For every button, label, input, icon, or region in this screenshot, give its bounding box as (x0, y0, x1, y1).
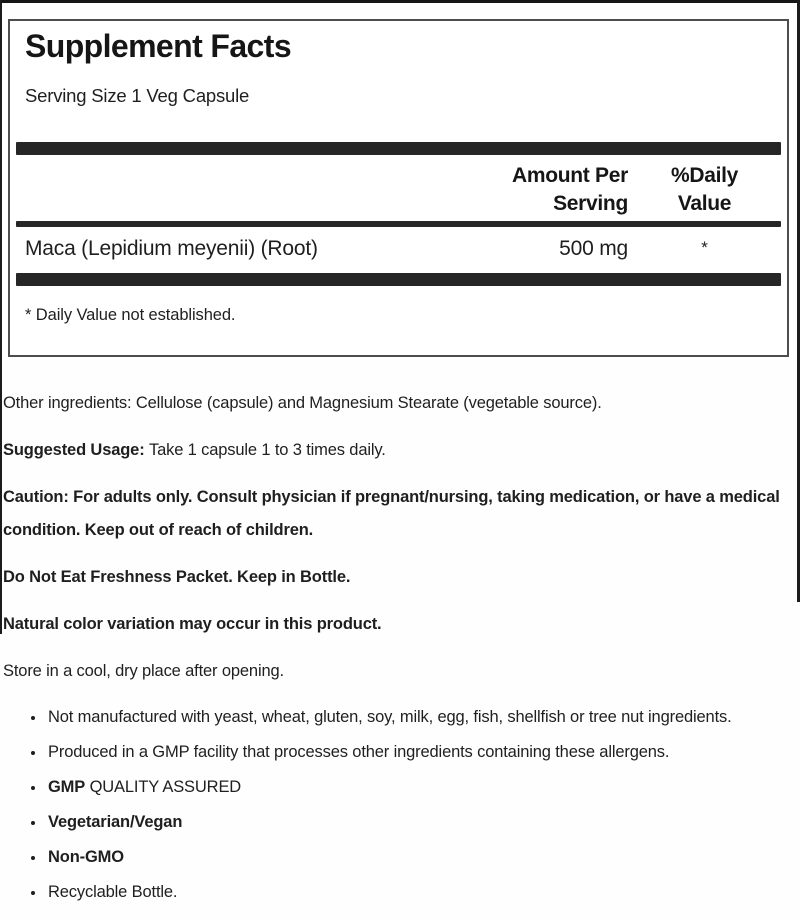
daily-value-header-text: %Daily Value (670, 164, 739, 215)
paragraph-freshness-packet (3, 561, 793, 594)
ingredient-daily-value: * (701, 238, 708, 257)
table-header-row (16, 155, 781, 221)
list-item-text: Produced in a GMP facility that processes other ingredients containing these allergens. (48, 743, 670, 761)
list-item (46, 739, 756, 766)
allergen-notes-list (3, 704, 793, 906)
ingredient-name: Maca (Lepidium meyenii) (Root) (25, 237, 318, 260)
list-item-text: Non-GMO (48, 848, 124, 866)
daily-value-header (628, 162, 781, 218)
list-item-text: Recyclable Bottle. (48, 883, 178, 901)
label-body-text (0, 357, 797, 906)
separator-bar-thick-bottom (16, 273, 781, 286)
paragraph-text: Caution: For adults only. Consult physician if pregnant/nursing, taking medication, or have a medical condition. Keep out of reach of children. (3, 488, 780, 539)
list-item-text: QUALITY ASSURED (85, 778, 242, 796)
amount-per-serving-header-text: Amount Per Serving (511, 164, 628, 215)
paragraph-text: Take 1 capsule 1 to 3 times daily. (148, 441, 386, 459)
paragraph-label: Suggested Usage: (3, 441, 149, 459)
amount-per-serving-header (478, 162, 628, 218)
ingredient-amount: 500 mg (559, 237, 628, 260)
paragraph-text: Do Not Eat Freshness Packet. Keep in Bottle. (3, 568, 351, 586)
paragraph-text: Other ingredients: Cellulose (capsule) and Magnesium Stearate (vegetable source). (3, 394, 602, 412)
paragraph-color-variation (3, 608, 793, 641)
panel-title: Supplement Facts (25, 28, 292, 64)
image-border-top (0, 0, 800, 3)
serving-size-text: Serving Size 1 Veg Capsule (25, 85, 250, 106)
separator-bar-thick-top (16, 142, 781, 155)
list-item-text: Vegetarian/Vegan (48, 813, 183, 831)
paragraph-suggested-usage (3, 434, 793, 467)
paragraph-storage (3, 655, 793, 688)
list-item (46, 774, 756, 801)
list-item (46, 879, 756, 906)
table-row (16, 227, 781, 273)
paragraph-other-ingredients (3, 387, 793, 420)
paragraph-caution (3, 481, 793, 547)
supplement-facts-panel (8, 19, 789, 357)
list-item-text: Not manufactured with yeast, wheat, gluten, soy, milk, egg, fish, shellfish or tree nut ingredients. (48, 708, 732, 726)
daily-value-footnote: * Daily Value not established. (25, 306, 236, 324)
list-item-label: GMP (48, 778, 86, 796)
list-item (46, 704, 756, 731)
paragraph-text: Natural color variation may occur in this product. (3, 615, 382, 633)
list-item (46, 809, 756, 836)
paragraph-text: Store in a cool, dry place after opening. (3, 662, 284, 680)
list-item (46, 844, 756, 871)
